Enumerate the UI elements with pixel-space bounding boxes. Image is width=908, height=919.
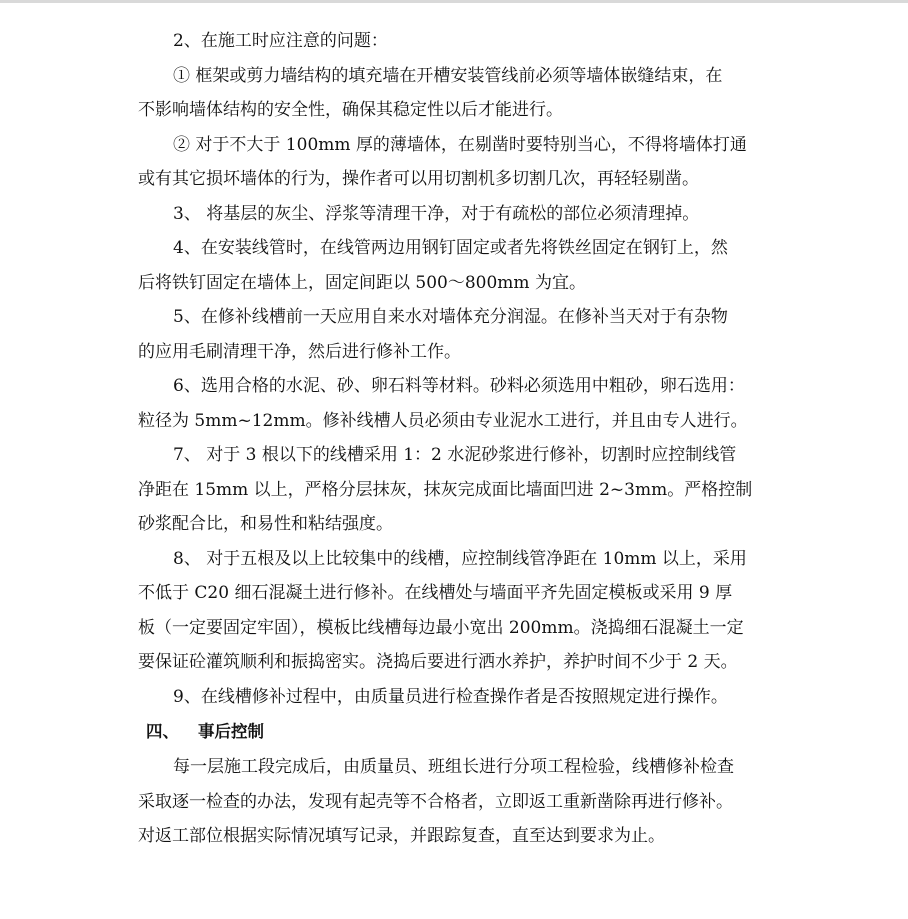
paragraph <box>138 438 778 542</box>
paragraph <box>138 750 778 854</box>
paragraph-line: 3、 将基层的灰尘、浮浆等清理干净，对于有疏松的部位必须清理掉。 <box>173 203 700 224</box>
paragraph-line: 9、在线槽修补过程中，由质量员进行检查操作者是否按照规定进行操作。 <box>173 686 728 707</box>
document-page <box>138 24 778 854</box>
paragraph-line: 要保证砼灌筑顺利和振捣密实。浇捣后要进行洒水养护，养护时间不少于 2 天。 <box>138 652 738 672</box>
paragraph-line: 7、 对于 3 根以下的线槽采用 1：2 水泥砂浆进行修补，切割时应控制线管 <box>173 445 737 465</box>
section-heading <box>138 714 778 750</box>
paragraph <box>138 300 778 369</box>
paragraph <box>138 231 778 300</box>
paragraph <box>138 369 778 438</box>
paragraph-line: ② 对于不大于 100mm 厚的薄墙体，在剔凿时要特别当心，不得将墙体打通 <box>173 134 747 155</box>
paragraph <box>138 197 778 232</box>
paragraph-line: 或有其它损坏墙体的行为，操作者可以用切割机多切割几次，再轻轻剔凿。 <box>138 169 699 189</box>
paragraph-line: 板（一定要固定牢固），模板比线槽每边最小宽出 200mm。浇捣细石混凝土一定 <box>138 617 744 638</box>
paragraph-line: ① 框架或剪力墙结构的填充墙在开槽安装管线前必须等墙体嵌缝结束，在 <box>173 65 723 86</box>
paragraph <box>138 680 778 715</box>
section-number: 四、 <box>146 722 179 741</box>
paragraph-line: 粒径为 5mm~12mm。修补线槽人员必须由专业泥水工进行，并且由专人进行。 <box>138 410 748 431</box>
paragraph-line: 的应用毛刷清理干净，然后进行修补工作。 <box>138 341 461 362</box>
paragraph-line: 净距在 15mm 以上，严格分层抹灰，抹灰完成面比墙面凹进 2~3mm。严格控制 <box>138 479 753 500</box>
paragraph-line: 不影响墙体结构的安全性，确保其稳定性以后才能进行。 <box>138 100 563 120</box>
paragraph-line: 对返工部位根据实际情况填写记录，并跟踪复查，直至达到要求为止。 <box>138 826 665 846</box>
paragraph-line: 采取逐一检查的办法，发现有起壳等不合格者，立即返工重新凿除再进行修补。 <box>138 791 733 812</box>
paragraph <box>138 59 778 128</box>
paragraph-line: 4、在安装线管时，在线管两边用钢钉固定或者先将铁丝固定在钢钉上，然 <box>173 238 728 258</box>
paragraph-line: 后将铁钉固定在墙体上，固定间距以 500～800mm 为宜。 <box>138 272 586 293</box>
paragraph-line: 砂浆配合比，和易性和粘结强度。 <box>138 514 393 534</box>
section-title: 事后控制 <box>198 722 264 741</box>
paragraph <box>138 128 778 197</box>
paragraph-line: 不低于 C20 细石混凝土进行修补。在线槽处与墙面平齐先固定模板或采用 9 厚 <box>138 583 733 603</box>
paragraph-line: 2、在施工时应注意的问题： <box>173 31 388 51</box>
paragraph <box>138 542 778 680</box>
paragraph <box>138 24 778 59</box>
paragraph-line: 每一层施工段完成后，由质量员、班组长进行分项工程检验，线槽修补检查 <box>173 757 734 777</box>
paragraph-line: 5、在修补线槽前一天应用自来水对墙体充分润湿。在修补当天对于有杂物 <box>173 307 728 327</box>
paragraph-line: 6、选用合格的水泥、砂、卵石料等材料。砂料必须选用中粗砂，卵石选用： <box>173 376 745 396</box>
page-top-edge <box>0 0 908 3</box>
paragraph-line: 8、 对于五根及以上比较集中的线槽，应控制线管净距在 10mm 以上，采用 <box>173 548 747 569</box>
